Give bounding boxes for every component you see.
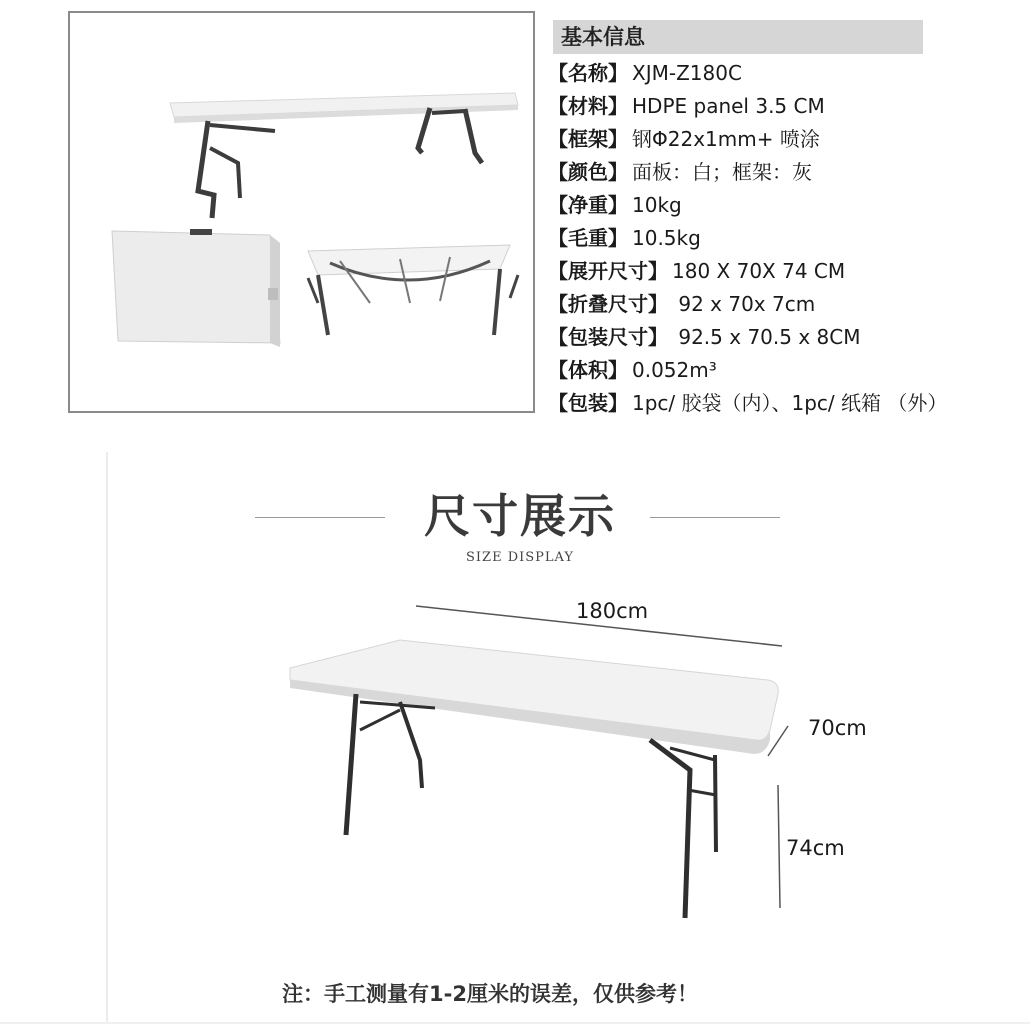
- spec-key: 【毛重】: [548, 226, 628, 250]
- spec-value: 钢Φ22x1mm+ 喷涂: [632, 127, 820, 151]
- length-label: 180cm: [576, 599, 649, 623]
- product-photo-illustrations: [70, 13, 537, 415]
- spec-value: 92.5 x 70.5 x 8CM: [672, 325, 861, 349]
- table-top: [290, 640, 778, 754]
- spec-key: 【体积】: [548, 358, 628, 382]
- table-folded-photo: [112, 229, 280, 347]
- spec-row: [548, 321, 947, 354]
- spec-row: [548, 387, 947, 420]
- width-dimension-line: [768, 726, 788, 756]
- size-subtitle: SIZE DISPLAY: [466, 550, 574, 565]
- height-label: 74cm: [786, 836, 845, 860]
- spec-key: 【框架】: [548, 127, 628, 151]
- title-left-rule: [255, 517, 385, 518]
- measurement-note: 注：手工测量有1-2厘米的误差，仅供参考！: [282, 982, 698, 1006]
- spec-value: HDPE panel 3.5 CM: [632, 94, 825, 118]
- spec-key: 【颜色】: [548, 160, 628, 184]
- spec-row: [548, 354, 947, 387]
- spec-value: 180 X 70X 74 CM: [672, 259, 846, 283]
- spec-row: [548, 90, 947, 123]
- spec-value: XJM-Z180C: [632, 61, 742, 85]
- table-unfolded-photo: [170, 93, 518, 218]
- title-right-rule: [650, 517, 780, 518]
- spec-key: 【材料】: [548, 94, 628, 118]
- spec-row: [548, 222, 947, 255]
- height-dimension-line: [778, 785, 780, 908]
- spec-row: [548, 255, 947, 288]
- spec-row: [548, 156, 947, 189]
- spec-list: [548, 57, 947, 420]
- width-label: 70cm: [808, 716, 867, 740]
- spec-key: 【折叠尺寸】: [548, 292, 668, 316]
- spec-value: 0.052m³: [632, 358, 717, 382]
- spec-value: 92 x 70x 7cm: [672, 292, 816, 316]
- spec-value: 10.5kg: [632, 226, 701, 250]
- spec-value: 10kg: [632, 193, 682, 217]
- spec-key: 【包装】: [548, 391, 628, 415]
- spec-row: [548, 123, 947, 156]
- spec-value: 面板：白；框架：灰: [632, 160, 812, 184]
- info-header: 基本信息: [553, 20, 923, 54]
- spec-key: 【净重】: [548, 193, 628, 217]
- spec-row: [548, 57, 947, 90]
- table-underside-photo: [308, 245, 518, 335]
- product-photos: [68, 11, 535, 413]
- left-divider: [106, 452, 108, 1022]
- spec-key: 【包装尺寸】: [548, 325, 668, 349]
- spec-row: [548, 288, 947, 321]
- table-dimension-drawing: [270, 590, 810, 940]
- spec-row: [548, 189, 947, 222]
- spec-key: 【展开尺寸】: [548, 259, 668, 283]
- size-title: 尺寸展示: [424, 489, 616, 543]
- spec-value: 1pc/ 胶袋（内）、1pc/ 纸箱 （外）: [632, 391, 948, 415]
- bottom-divider: [0, 1022, 1030, 1024]
- spec-key: 【名称】: [548, 61, 628, 85]
